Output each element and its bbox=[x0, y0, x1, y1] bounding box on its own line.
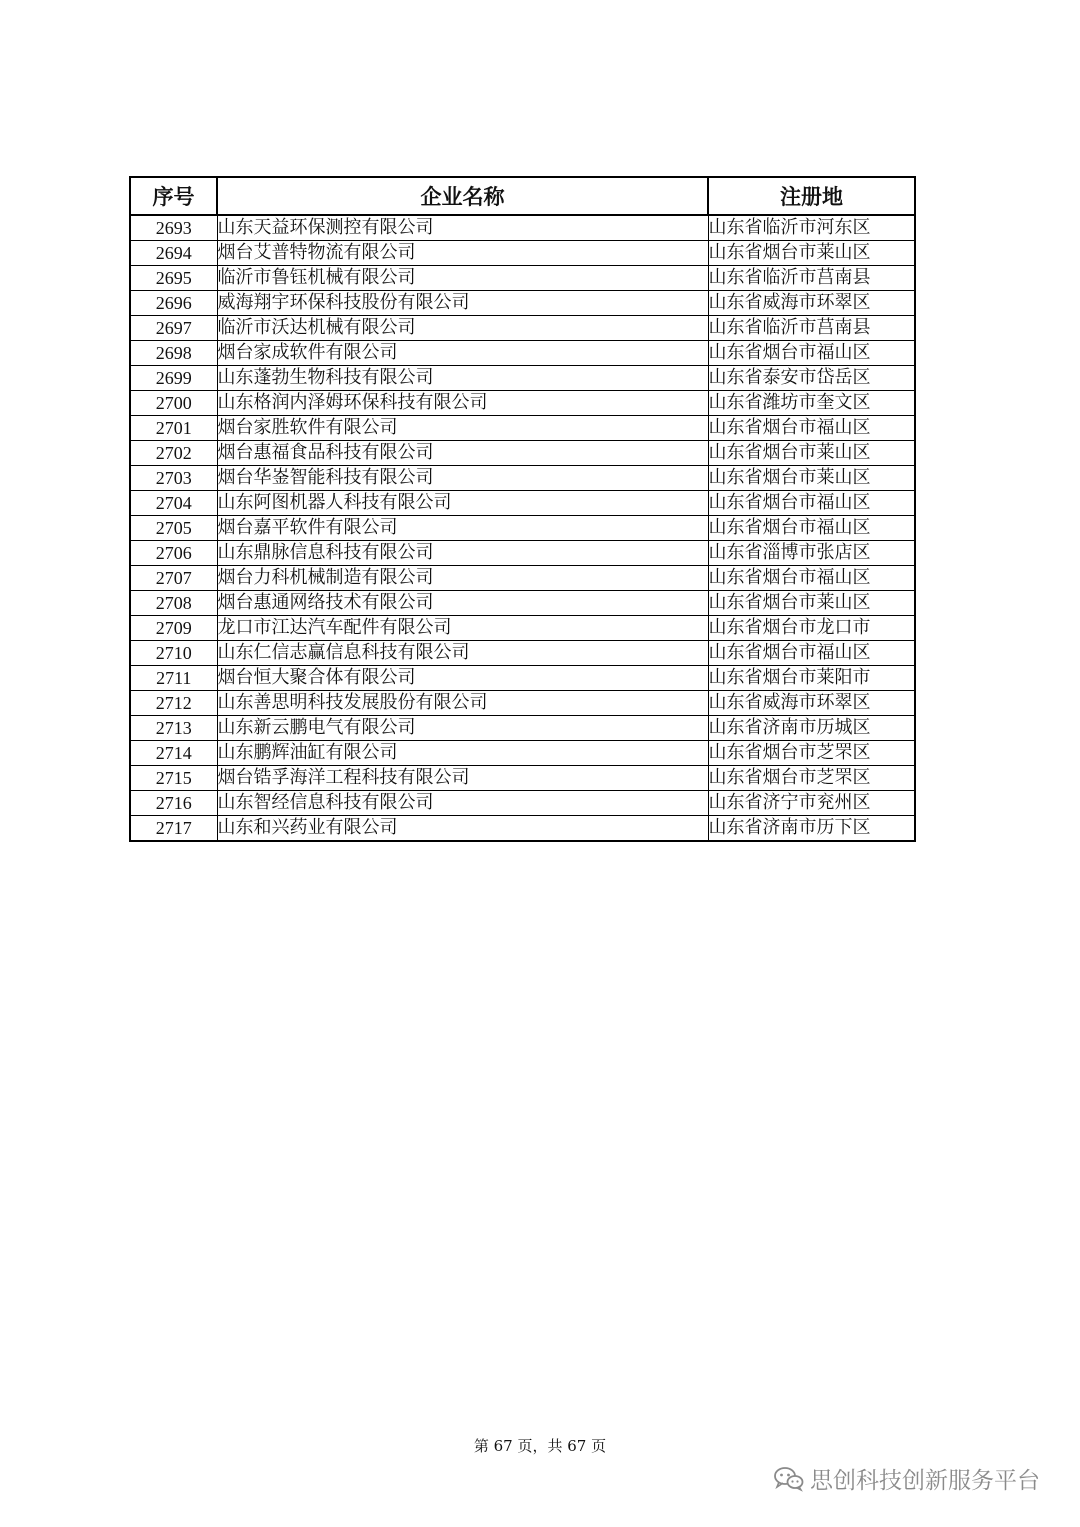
company-name: 烟台嘉平软件有限公司 bbox=[217, 516, 708, 541]
table-row bbox=[130, 441, 915, 466]
registration-place: 山东省烟台市莱山区 bbox=[708, 466, 915, 491]
company-name: 山东新云鹏电气有限公司 bbox=[217, 716, 708, 741]
row-index: 2716 bbox=[130, 791, 217, 816]
company-table bbox=[129, 176, 916, 842]
company-name: 烟台惠福食品科技有限公司 bbox=[217, 441, 708, 466]
table-row bbox=[130, 666, 915, 691]
row-index: 2708 bbox=[130, 591, 217, 616]
table-row bbox=[130, 491, 915, 516]
table-row bbox=[130, 316, 915, 341]
company-name: 威海翔宇环保科技股份有限公司 bbox=[217, 291, 708, 316]
row-index: 2705 bbox=[130, 516, 217, 541]
registration-place: 山东省临沂市河东区 bbox=[708, 215, 915, 241]
table-row bbox=[130, 791, 915, 816]
company-name: 龙口市江达汽车配件有限公司 bbox=[217, 616, 708, 641]
registration-place: 山东省威海市环翠区 bbox=[708, 291, 915, 316]
table-row bbox=[130, 591, 915, 616]
registration-place: 山东省烟台市福山区 bbox=[708, 416, 915, 441]
table-row bbox=[130, 291, 915, 316]
company-name: 山东鼎脉信息科技有限公司 bbox=[217, 541, 708, 566]
company-name: 山东和兴药业有限公司 bbox=[217, 816, 708, 842]
row-index: 2711 bbox=[130, 666, 217, 691]
registration-place: 山东省威海市环翠区 bbox=[708, 691, 915, 716]
registration-place: 山东省烟台市莱阳市 bbox=[708, 666, 915, 691]
row-index: 2700 bbox=[130, 391, 217, 416]
company-name: 烟台惠通网络技术有限公司 bbox=[217, 591, 708, 616]
page-number: 第 67 页，共 67 页 bbox=[473, 1437, 607, 1455]
table-row bbox=[130, 341, 915, 366]
header-company-name: 企业名称 bbox=[217, 177, 708, 215]
company-name: 山东天益环保测控有限公司 bbox=[217, 215, 708, 241]
company-name: 山东智经信息科技有限公司 bbox=[217, 791, 708, 816]
registration-place: 山东省烟台市龙口市 bbox=[708, 616, 915, 641]
row-index: 2699 bbox=[130, 366, 217, 391]
registration-place: 山东省烟台市福山区 bbox=[708, 566, 915, 591]
row-index: 2707 bbox=[130, 566, 217, 591]
table-row bbox=[130, 741, 915, 766]
wechat-icon bbox=[774, 1466, 804, 1492]
table-row bbox=[130, 816, 915, 842]
row-index: 2704 bbox=[130, 491, 217, 516]
watermark bbox=[774, 1462, 1040, 1495]
company-name: 临沂市沃达机械有限公司 bbox=[217, 316, 708, 341]
table-header-row bbox=[130, 177, 915, 215]
row-index: 2712 bbox=[130, 691, 217, 716]
table-row bbox=[130, 616, 915, 641]
company-name: 烟台家胜软件有限公司 bbox=[217, 416, 708, 441]
row-index: 2695 bbox=[130, 266, 217, 291]
company-name: 临沂市鲁钰机械有限公司 bbox=[217, 266, 708, 291]
row-index: 2713 bbox=[130, 716, 217, 741]
row-index: 2715 bbox=[130, 766, 217, 791]
registration-place: 山东省烟台市莱山区 bbox=[708, 441, 915, 466]
registration-place: 山东省烟台市莱山区 bbox=[708, 591, 915, 616]
registration-place: 山东省潍坊市奎文区 bbox=[708, 391, 915, 416]
company-name: 山东阿图机器人科技有限公司 bbox=[217, 491, 708, 516]
table-row bbox=[130, 691, 915, 716]
company-name: 烟台艾普特物流有限公司 bbox=[217, 241, 708, 266]
row-index: 2701 bbox=[130, 416, 217, 441]
registration-place: 山东省临沂市莒南县 bbox=[708, 266, 915, 291]
row-index: 2694 bbox=[130, 241, 217, 266]
row-index: 2693 bbox=[130, 215, 217, 241]
table-row bbox=[130, 541, 915, 566]
registration-place: 山东省烟台市福山区 bbox=[708, 491, 915, 516]
company-name: 烟台华崟智能科技有限公司 bbox=[217, 466, 708, 491]
company-name: 山东蓬勃生物科技有限公司 bbox=[217, 366, 708, 391]
row-index: 2710 bbox=[130, 641, 217, 666]
registration-place: 山东省烟台市福山区 bbox=[708, 516, 915, 541]
table-row bbox=[130, 391, 915, 416]
row-index: 2703 bbox=[130, 466, 217, 491]
company-name: 山东鹏辉油缸有限公司 bbox=[217, 741, 708, 766]
company-name: 山东仁信志赢信息科技有限公司 bbox=[217, 641, 708, 666]
table-row bbox=[130, 416, 915, 441]
row-index: 2714 bbox=[130, 741, 217, 766]
table-row bbox=[130, 466, 915, 491]
company-name: 烟台锆孚海洋工程科技有限公司 bbox=[217, 766, 708, 791]
registration-place: 山东省泰安市岱岳区 bbox=[708, 366, 915, 391]
registration-place: 山东省济南市历城区 bbox=[708, 716, 915, 741]
registration-place: 山东省临沂市莒南县 bbox=[708, 316, 915, 341]
table-row bbox=[130, 641, 915, 666]
row-index: 2696 bbox=[130, 291, 217, 316]
watermark-text: 思创科技创新服务平台 bbox=[810, 1468, 1040, 1494]
table-row bbox=[130, 566, 915, 591]
row-index: 2702 bbox=[130, 441, 217, 466]
table-row bbox=[130, 215, 915, 241]
company-name: 烟台力科机械制造有限公司 bbox=[217, 566, 708, 591]
row-index: 2697 bbox=[130, 316, 217, 341]
registration-place: 山东省济宁市兖州区 bbox=[708, 791, 915, 816]
table-row bbox=[130, 516, 915, 541]
table-row bbox=[130, 766, 915, 791]
header-registration: 注册地 bbox=[708, 177, 915, 215]
company-name: 山东格润内泽姆环保科技有限公司 bbox=[217, 391, 708, 416]
row-index: 2717 bbox=[130, 816, 217, 842]
header-index: 序号 bbox=[130, 177, 217, 215]
registration-place: 山东省烟台市芝罘区 bbox=[708, 766, 915, 791]
table-row bbox=[130, 266, 915, 291]
row-index: 2706 bbox=[130, 541, 217, 566]
registration-place: 山东省淄博市张店区 bbox=[708, 541, 915, 566]
row-index: 2709 bbox=[130, 616, 217, 641]
company-name: 山东善思明科技发展股份有限公司 bbox=[217, 691, 708, 716]
table-row bbox=[130, 241, 915, 266]
registration-place: 山东省烟台市福山区 bbox=[708, 641, 915, 666]
table-row bbox=[130, 366, 915, 391]
company-name: 烟台家成软件有限公司 bbox=[217, 341, 708, 366]
registration-place: 山东省济南市历下区 bbox=[708, 816, 915, 842]
row-index: 2698 bbox=[130, 341, 217, 366]
table-row bbox=[130, 716, 915, 741]
registration-place: 山东省烟台市福山区 bbox=[708, 341, 915, 366]
registration-place: 山东省烟台市莱山区 bbox=[708, 241, 915, 266]
table-body bbox=[130, 215, 915, 841]
company-name: 烟台恒大聚合体有限公司 bbox=[217, 666, 708, 691]
registration-place: 山东省烟台市芝罘区 bbox=[708, 741, 915, 766]
